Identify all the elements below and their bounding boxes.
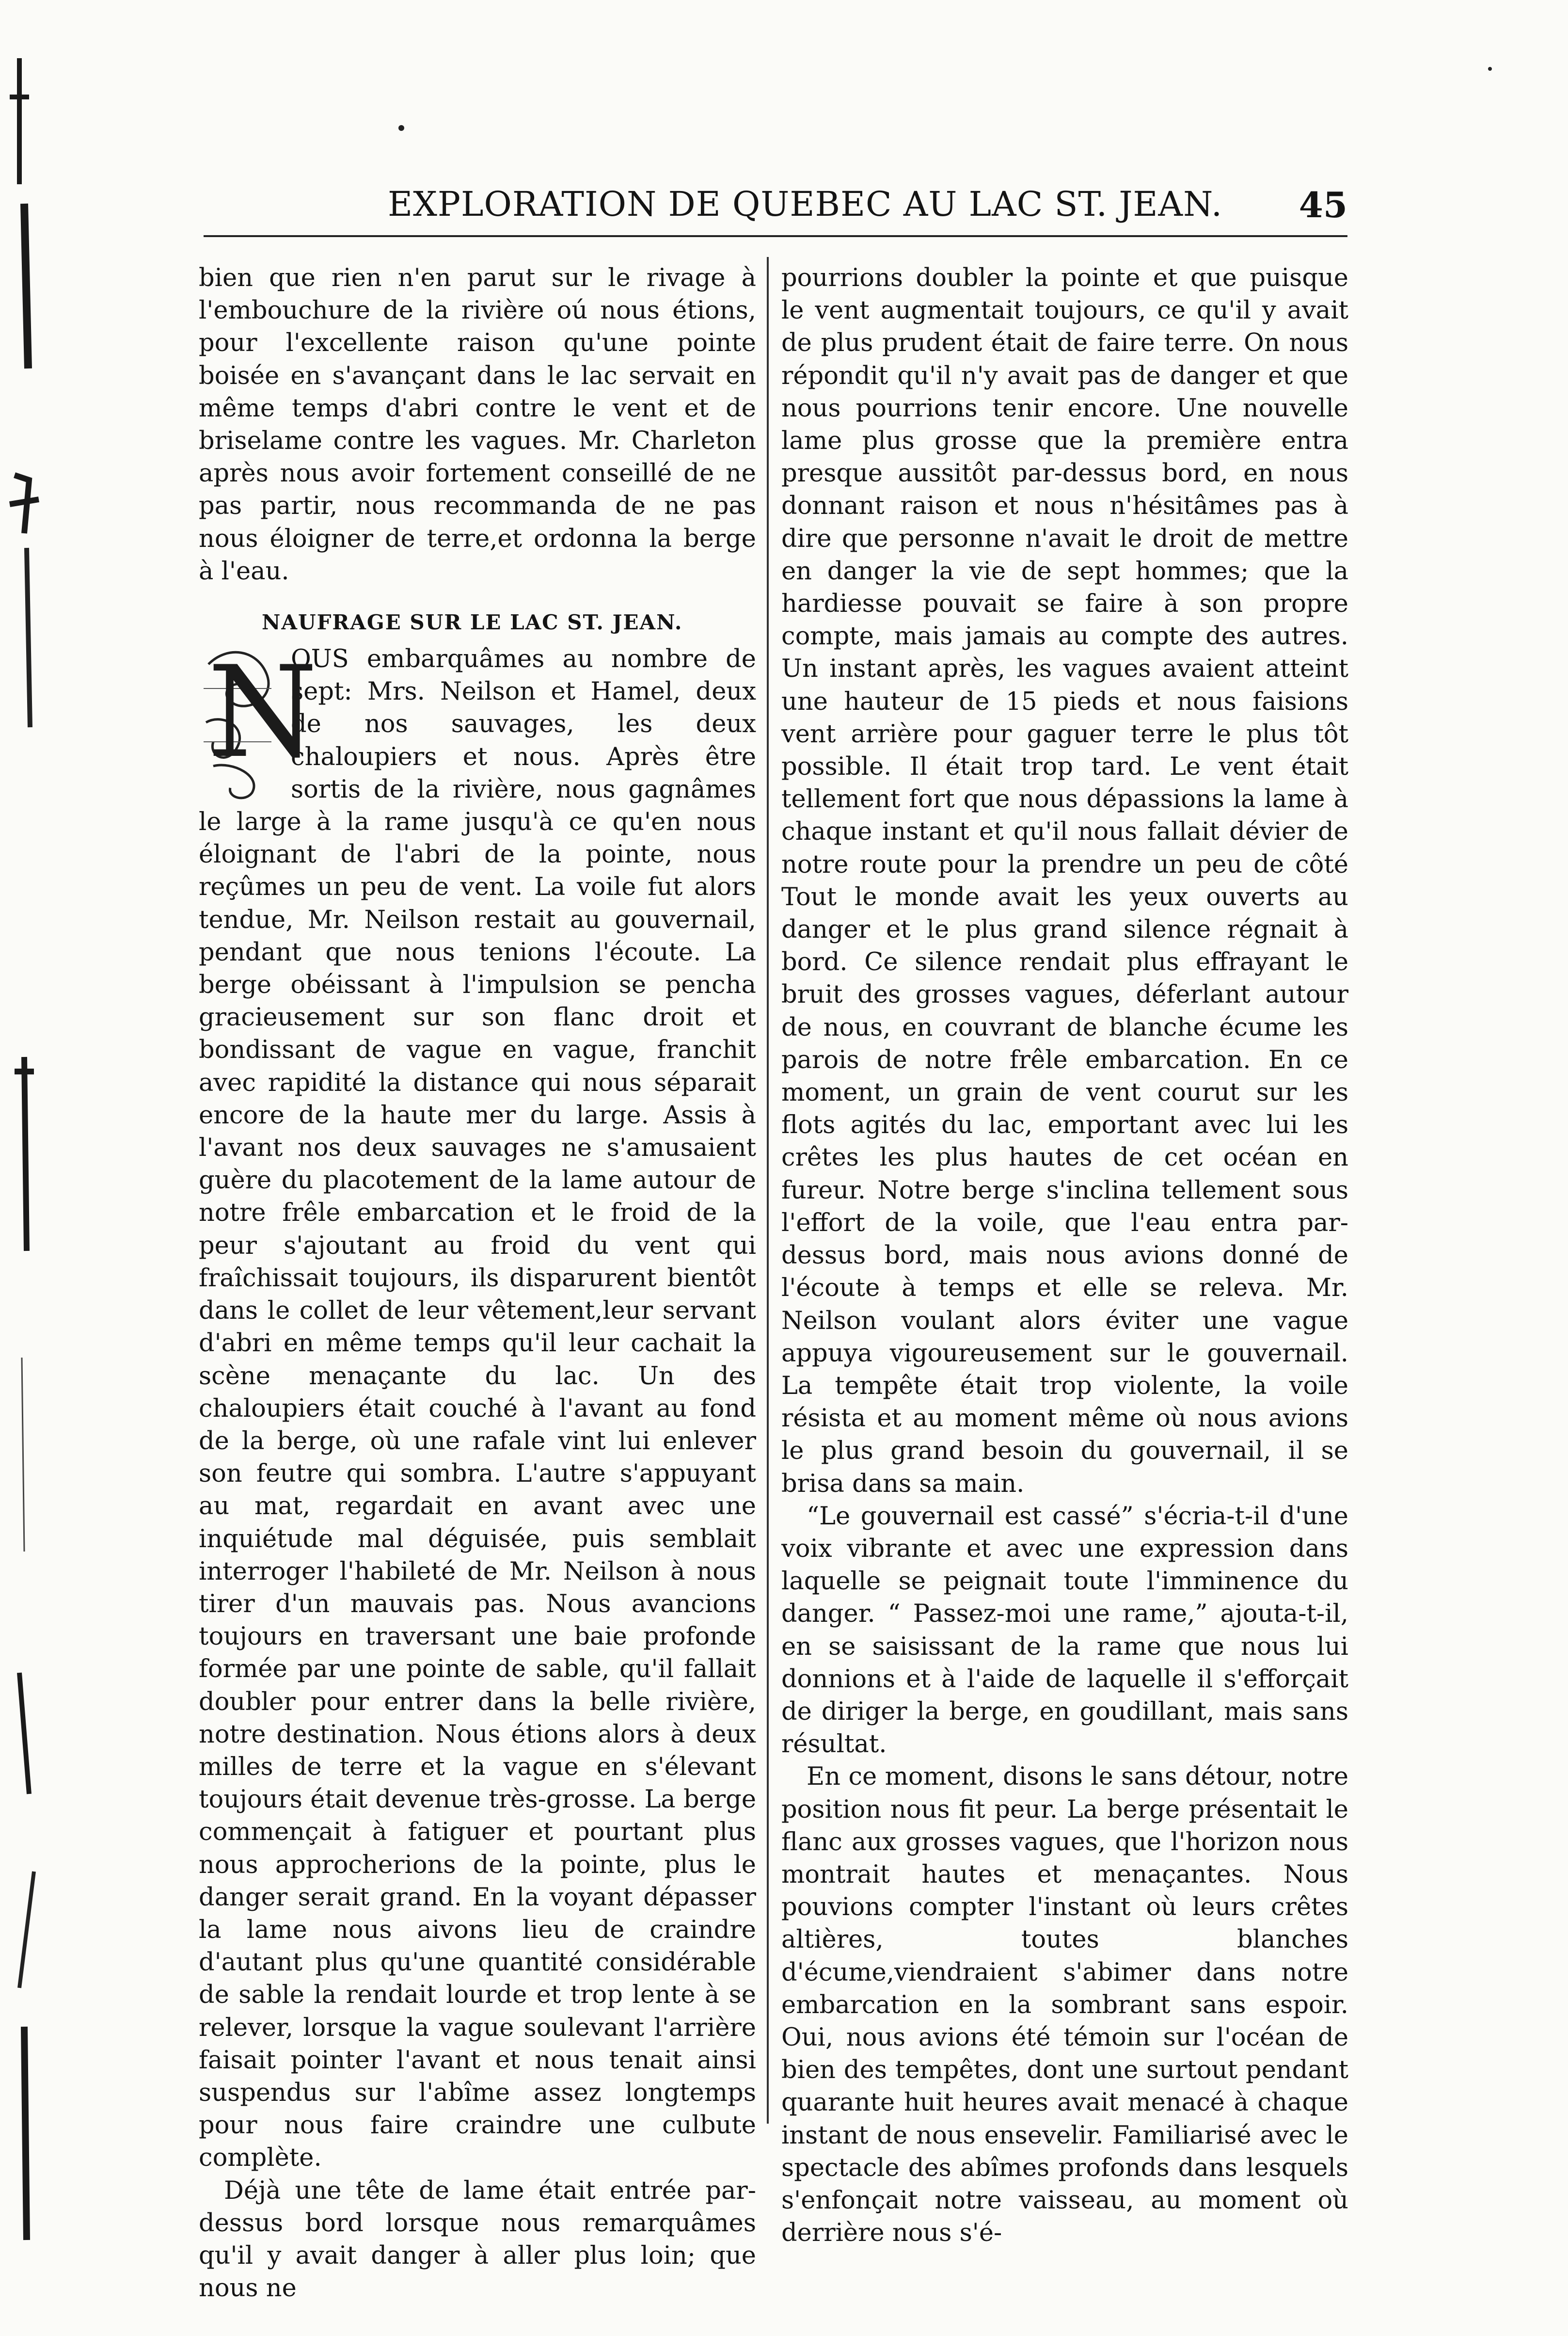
- running-header: [204, 175, 1347, 228]
- left-margin-marks: [0, 0, 68, 2334]
- ink-speck: [398, 125, 404, 131]
- page-number: 45: [1299, 184, 1347, 225]
- paragraph: En ce moment, disons le sans détour, notre position nous fit peur. La berge présentait le flanc aux grosses vagues, que l'horizon nous montrait hautes et menaçantes. Nous pouvions compter l'instant où leurs crêtes altières, toutes blanches d'écume,viendraient s'abimer dans notre embarcation en la sombrant sans espoir. Oui, nous avions été témoin sur l'océan de bien des tempêtes, dont une surtout pendant quarante huit heures avait menacé à chaque instant de nous ensevelir. Familiarisé avec le spectacle des abîmes profonds dans lesquels s'enfonçait notre vaisseau, au moment où derrière nous s'é-: [781, 1762, 1348, 2248]
- dropcap-paragraph: [199, 640, 756, 2175]
- header-rule: [204, 235, 1347, 237]
- ink-speck: [1488, 67, 1492, 71]
- binding-marks-graphic: [0, 0, 68, 2334]
- left-column: [199, 262, 756, 2304]
- paragraph: OUS embarquâmes au nombre de sept: Mrs. Neilson et Hamel, deux de nos sauvages, les deux chaloupiers et nous. Après être sortis de la rivière, nous gagnâmes le large à la rame jusqu'à ce qu'en nous éloignant de l'abri de la pointe, nous reçûmes un peu de vent. La voile fut alors tendue, Mr. Neilson restait au gouvernail, pendant que nous tenions l'écoute. La berge obéissant à l'impulsion se pencha gracieusement sur son flanc droit et bondissant de vague en vague, franchit avec rapidité la distance qui nous séparait encore de la haute mer du large. Assis à l'avant nos deux sauvages ne s'amusaient guère du placotement de la lame autour de notre frêle embarcation et le froid de la peur s'ajoutant au froid du vent qui fraîchissait toujours, ils disparurent bientôt dans le collet de leur vêtement,leur servant d'abri en même temps qu'il leur cachait la scène menaçante du lac. Un des chaloupiers était couché à l'avant au fond de la berge, où une rafale vint lui enlever son feutre qui sombra. L'autre s'appuyant au mat, regardait en avant avec une inquiétude mal déguisée, puis semblait interroger l'habileté de Mr. Neilson à nous tirer d'un mauvais pas. Nous avancions toujours en traversant une baie profonde formée par une pointe de sable, qu'il fallait doubler pour entrer dans la belle rivière, notre destination. Nous étions alors à deux milles de terre et la vague en s'élevant toujours était devenue très-grosse. La berge commençait à fatiguer et pourtant plus nous approcherions de la pointe, plus le danger serait grand. En la voyant dépasser la lame nous aivons lieu de craindre d'autant plus qu'une quantité considérable de sable la rendait lourde et trop lente à se relever, lorsque la vague soulevant l'arrière faisait pointer l'avant et nous tenait ainsi suspendus sur l'abîme assez longtemps pour nous faire craindre une culbute complète.: [199, 645, 756, 2173]
- section-heading: NAUFRAGE SUR LE LAC ST. JEAN.: [262, 610, 683, 635]
- paragraph: pourrions doubler la pointe et que puisque le vent augmentait toujours, ce qu'il y avait de plus prudent était de faire terre. On nous répondit qu'il n'y avait pas de danger et que nous pourrions tenir encore. Une nouvelle lame plus grosse que la première entra presque aussitôt par-dessus bord, en nous donnant raison et nous n'hésitâmes pas à dire que personne n'avait le droit de mettre en danger la vie de sept hommes; que la hardiesse pouvait se faire à son propre compte, mais jamais au compte des autres. Un instant après, les vagues avaient atteint une hauteur de 15 pieds et nous faisions vent arrière pour gaguer terre le plus tôt possible. Il était trop tard. Le vent était tellement fort que nous dépassions la lame à chaque instant et qu'il nous fallait dévier de notre route pour la prendre un peu de côté Tout le monde avait les yeux ouverts au danger et le plus grand silence régnait à bord. Ce silence rendait plus effrayant le bruit des grosses vagues, déferlant autour de nous, en couvrant de blanche écume les parois de notre frêle embarcation. En ce moment, un grain de vent courut sur les flots agités du lac, emportant avec lui les crêtes les plus hautes de cet océan en fureur. Notre berge s'inclina tellement sous l'effort de la voile, que l'eau entra par-dessus bord, mais nous avions donné de l'écoute à temps et elle se releva. Mr. Neilson voulant alors éviter une vague appuya vigoureusement sur le gouvernail. La tempête était trop violente, la voile résista et au moment même où nous avions le plus grand besoin du gouvernail, il se brisa dans sa main.: [781, 264, 1348, 1498]
- paragraph: bien que rien n'en parut sur le rivage à l'embouchure de la rivière oú nous étions, pour l'excellente raison qu'une pointe boisée en s'avançant dans le lac servait en même temps d'abri contre le vent et de briselame contre les vagues. Mr. Charleton après nous avoir fortement conseillé de ne pas partir, nous recommanda de ne pas nous éloigner de terre,et ordonna la berge à l'eau.: [199, 264, 756, 586]
- right-column: [781, 262, 1348, 2249]
- dropcap-letter: N: [207, 640, 318, 786]
- running-title: EXPLORATION DE QUEBEC AU LAC ST. JEAN.: [388, 184, 1223, 224]
- paragraph: Déjà une tête de lame était entrée par-dessus bord lorsque nous remarquâmes qu'il y avait danger à aller plus loin; que nous ne: [199, 2176, 756, 2303]
- ornamental-dropcap: [199, 640, 318, 805]
- column-divider: [767, 257, 769, 2124]
- paragraph: “Le gouvernail est cassé” s'écria-t-il d'une voix vibrante et avec une expression dans laquelle se peignait toute l'imminence du danger. “ Passez-moi une rame,” ajouta-t-il, en se saisissant de la rame que nous lui donnions et à l'aide de laquelle il s'efforçait de diriger la berge, en goudillant, mais sans résultat.: [781, 1502, 1348, 1759]
